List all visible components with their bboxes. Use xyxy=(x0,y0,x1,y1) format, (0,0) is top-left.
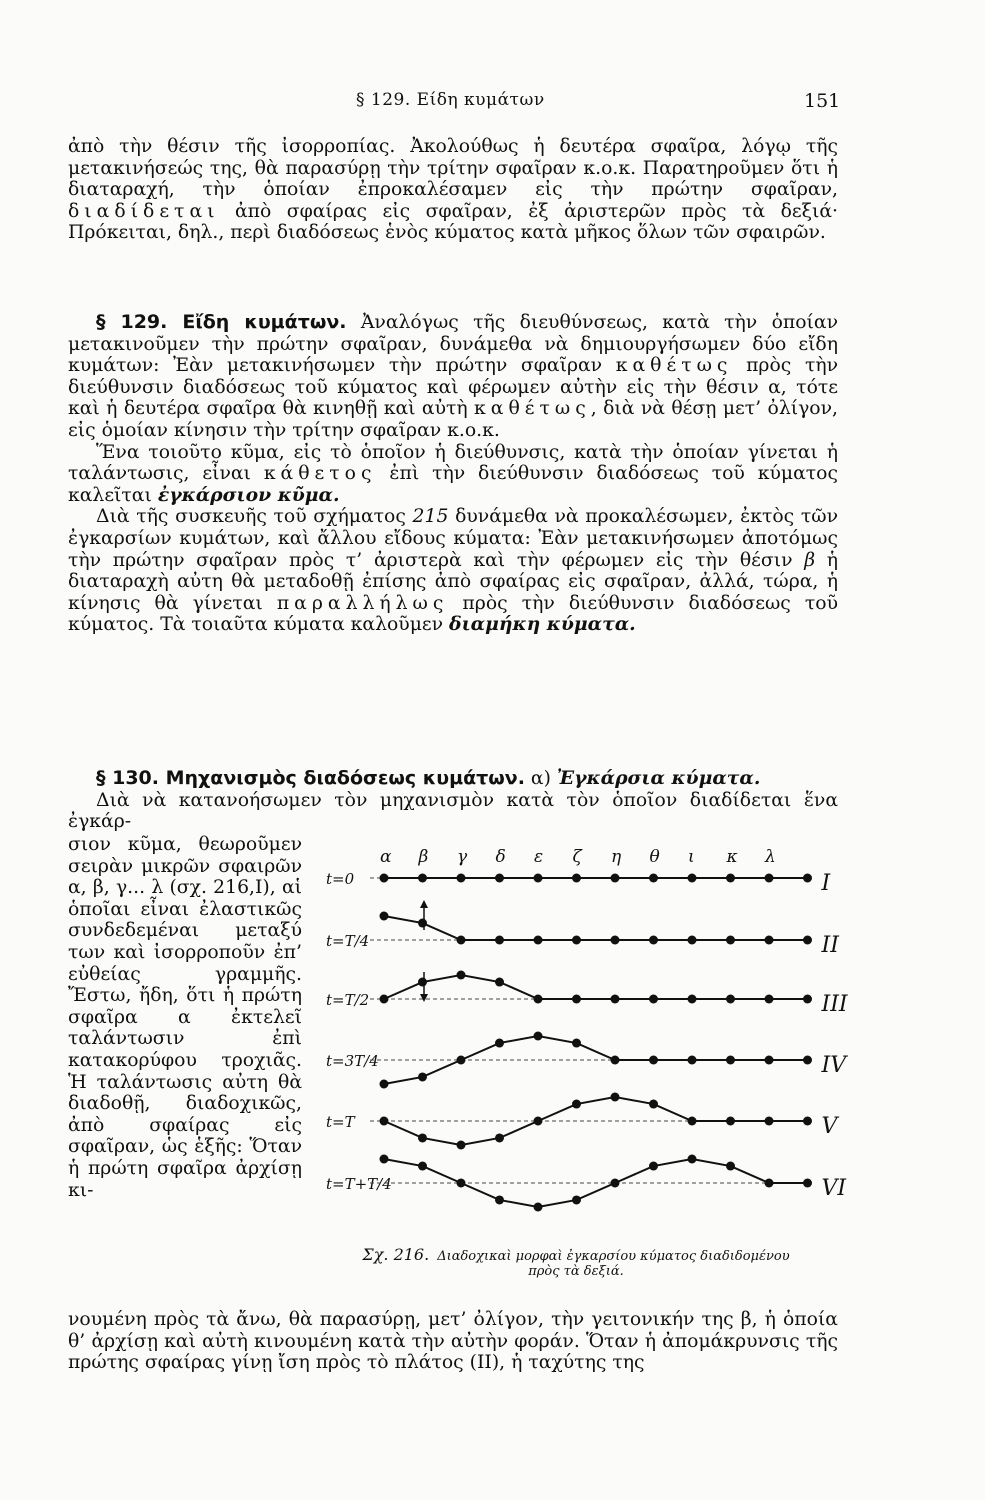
ball-2-6 xyxy=(572,936,581,945)
ball-6-11 xyxy=(765,1179,774,1188)
s129-p2-b: ἐπὶ τὴν διεύθυνσιν διαδόσεως τοῦ κύματος καλεῖται xyxy=(68,463,838,506)
figure-216 xyxy=(318,842,848,1242)
s129-text-1: Ἀναλόγως τῆς διευθύνσεως, κατὰ τὴν ὁποίαν μετακινοῦμεν τὴν πρώτην σφαῖραν, δυνάμεθα νὰ δημιουργήσωμεν δύο εἴδη κυμάτων: Ἐὰν μετακινήσωμεν τὴν πρώτην σφαῖραν xyxy=(68,312,838,377)
ball-3-2 xyxy=(418,978,427,987)
s129-p3-spaced: παραλλήλως xyxy=(276,592,449,614)
ball-3-11 xyxy=(765,995,774,1004)
time-label-1: t=0 xyxy=(326,870,355,888)
row-numeral-6: VI xyxy=(821,1176,847,1201)
ball-5-3 xyxy=(457,1141,466,1150)
ball-6-1 xyxy=(380,1155,389,1164)
ball-3-8 xyxy=(649,995,658,1004)
ball-2-3 xyxy=(457,936,466,945)
ball-2-7 xyxy=(611,936,620,945)
ball-1-12 xyxy=(803,874,812,883)
ball-5-4 xyxy=(495,1133,504,1142)
ball-6-9 xyxy=(688,1155,697,1164)
ball-3-12 xyxy=(803,995,812,1004)
intro-text-end: ἀπὸ σφαίρας εἰς σφαῖραν, ἐξ ἀριστερῶν πρὸς τὰ δεξιά· Πρόκειται, δηλ., περὶ διαδόσεως ἑνὸς κύματος κατὰ μῆκος ὅλων τῶν σφαιρῶν. xyxy=(68,200,838,244)
ball-4-4 xyxy=(495,1039,504,1048)
ball-letter-6: ζ xyxy=(572,847,582,867)
row-numeral-3: III xyxy=(821,992,848,1017)
ball-letter-1: α xyxy=(380,847,392,867)
ball-letter-5: ε xyxy=(534,847,544,867)
running-title: § 129. Είδη κυμάτων xyxy=(356,90,545,110)
s130-narrow-text: σιον κῦμα, θεωροῦμεν σειρὰν μικρῶν σφαιρῶν α, β, γ... λ (σχ. 216,I), αἱ ὁποῖαι εἶναι ἐλαστικῶς συνδεδεμέναι μεταξύ των καὶ ἰσορροποῦν ἐπ’ εὐθείας γραμμῆς. Ἔστω, ἤδη, ὅτι ἡ πρώτη σφαῖρα α ἐκτελεῖ ταλάντωσιν ἐπὶ κατακορύφου τροχιᾶς. Ἡ ταλάντωσις αὐτη θὰ διαδοθῇ, διαδοχικῶς, ἀπὸ σφαίρας εἰς σφαῖραν, ὡς ἑξῆς: Ὅταν ἡ πρώτη σφαῖρα ἀρχίσῃ κι- xyxy=(68,834,302,1201)
row-numeral-5: V xyxy=(821,1114,838,1139)
ball-1-9 xyxy=(688,874,697,883)
ball-3-10 xyxy=(726,995,735,1004)
ball-2-1 xyxy=(380,912,389,921)
section-130-heading: § 130. Μηχανισμὸς διαδόσεως κυμάτων. xyxy=(96,767,525,789)
term-transverse-wave: ἐγκάρσιον κῦμα. xyxy=(157,483,340,506)
ball-1-8 xyxy=(649,874,658,883)
ball-1-7 xyxy=(611,874,620,883)
ball-letter-9: ι xyxy=(688,847,695,867)
ball-2-11 xyxy=(765,936,774,945)
wave-string-2 xyxy=(384,916,808,940)
ball-1-3 xyxy=(457,874,466,883)
ball-1-2 xyxy=(418,874,427,883)
wave-string-3 xyxy=(384,975,808,999)
ball-2-9 xyxy=(688,936,697,945)
s130-text-1: Διὰ νὰ κατανοήσωμεν τὸν μηχανισμὸν κατὰ τὸν ὁποῖον διαδίδεται ἕνα ἐγκάρ- xyxy=(68,789,838,833)
ball-3-9 xyxy=(688,995,697,1004)
ball-4-11 xyxy=(765,1056,774,1065)
ball-letter-3: γ xyxy=(457,847,468,867)
s129-text-3: , διὰ νὰ θέσῃ μετ’ ὀλίγον, εἰς ὁμοίαν κίνησιν τὴν τρίτην σφαῖραν κ.ο.κ. xyxy=(68,398,838,441)
ball-6-3 xyxy=(457,1179,466,1188)
ball-6-8 xyxy=(649,1162,658,1171)
ball-5-2 xyxy=(418,1133,427,1142)
row-numeral-2: II xyxy=(821,933,839,958)
intro-text: ἀπὸ τὴν θέσιν τῆς ἰσορροπίας. Ἀκολούθως ἡ δευτέρα σφαῖρα, λόγῳ τῆς μετακινήσεώς της, θὰ παρασύρῃ τὴν τρίτην σφαῖραν κ.ο.κ. Παρατηροῦμεν ὅτι ἡ διαταραχή, τὴν ὁποίαν ἐπροκαλέσαμεν εἰς τὴν πρώτην σφαῖραν, xyxy=(68,136,838,201)
ball-letter-10: κ xyxy=(726,847,738,867)
ball-2-5 xyxy=(534,936,543,945)
arrow-up-head xyxy=(420,900,428,908)
ball-4-9 xyxy=(688,1056,697,1065)
ball-6-7 xyxy=(611,1179,620,1188)
section-130-narrow-column xyxy=(68,834,302,1201)
time-label-2: t=T/4 xyxy=(326,932,370,950)
ball-6-4 xyxy=(495,1195,504,1204)
ball-4-10 xyxy=(726,1056,735,1065)
caption-text: Διαδοχικαὶ μορφαὶ ἐγκαρσίου κύματος διαδιδομένου πρὸς τὰ δεξιά. xyxy=(437,1249,790,1279)
caption-label: Σχ. 216. xyxy=(362,1245,430,1264)
ball-1-11 xyxy=(765,874,774,883)
paragraph-intro xyxy=(68,136,838,244)
time-label-5: t=T xyxy=(326,1113,355,1131)
ball-1-5 xyxy=(534,874,543,883)
figure-ref-215: 215 xyxy=(412,506,449,528)
ball-3-1 xyxy=(380,995,389,1004)
s129-p3-c: ἡ διαταραχὴ αὐτη θὰ μεταδοθῇ ἐπίσης ἀπὸ σφαίρας εἰς σφαῖραν, ἀλλά, τώρα, ἡ κίνησις θὰ γίνεται xyxy=(68,549,838,614)
ball-4-6 xyxy=(572,1039,581,1048)
section-130 xyxy=(68,768,838,833)
arrow-down-head xyxy=(420,994,428,1002)
ball-6-6 xyxy=(572,1195,581,1204)
s130-sub: α) xyxy=(524,768,557,789)
ball-2-2 xyxy=(418,919,427,928)
ball-1-1 xyxy=(380,874,389,883)
ball-4-5 xyxy=(534,1032,543,1041)
ball-5-11 xyxy=(765,1117,774,1126)
ball-3-4 xyxy=(495,978,504,987)
ball-1-4 xyxy=(495,874,504,883)
ball-3-7 xyxy=(611,995,620,1004)
ball-1-6 xyxy=(572,874,581,883)
ball-letter-4: δ xyxy=(495,847,506,867)
ball-letter-7: η xyxy=(611,847,622,867)
figure-caption xyxy=(356,1247,796,1279)
ball-6-12 xyxy=(803,1179,812,1188)
ball-6-5 xyxy=(534,1203,543,1212)
ball-4-7 xyxy=(611,1056,620,1065)
ball-3-5 xyxy=(534,995,543,1004)
ball-2-4 xyxy=(495,936,504,945)
ball-5-1 xyxy=(380,1117,389,1126)
ball-2-8 xyxy=(649,936,658,945)
ball-5-8 xyxy=(649,1100,658,1109)
term-longitudinal-wave: διαμήκη κύματα. xyxy=(449,613,636,636)
ball-4-3 xyxy=(457,1056,466,1065)
row-numeral-1: I xyxy=(821,871,831,896)
s130-text-2: νουμένη πρὸς τὰ ἄνω, θὰ παρασύρῃ, μετ’ ὀλίγον, τὴν γειτονικήν της β, ἡ ὁποία θ’ ἀρχίσῃ καὶ αὐτὴ κινουμένη κατὰ τὴν αὐτὴν φοράν. Ὅταν ἡ ἀπομάκρυνσις τῆς πρώτης σφαίρας γίνῃ ἴση πρὸς τὸ πλάτος (II), ἡ ταχύτης της xyxy=(68,1309,838,1374)
s129-p2-spaced: κάθετος xyxy=(263,463,377,485)
ball-1-10 xyxy=(726,874,735,883)
ball-4-1 xyxy=(380,1080,389,1089)
time-label-6: t=T+T/4 xyxy=(326,1175,392,1193)
s129-p3-a: Διὰ τῆς συσκευῆς τοῦ σχήματος xyxy=(96,506,413,528)
s129-spaced-1: καθέτως xyxy=(615,355,733,377)
s129-spaced-2: καθέτως xyxy=(474,398,591,420)
ball-6-2 xyxy=(418,1162,427,1171)
time-label-4: t=3T/4 xyxy=(326,1052,379,1070)
ball-5-10 xyxy=(726,1117,735,1126)
ball-4-12 xyxy=(803,1056,812,1065)
ball-3-3 xyxy=(457,971,466,980)
ball-6-10 xyxy=(726,1162,735,1171)
ball-5-12 xyxy=(803,1117,812,1126)
ball-5-5 xyxy=(534,1117,543,1126)
ball-4-8 xyxy=(649,1056,658,1065)
ball-5-9 xyxy=(688,1117,697,1126)
ball-2-10 xyxy=(726,936,735,945)
ball-letter-2: β xyxy=(418,847,429,867)
ball-letter-11: λ xyxy=(765,847,776,867)
s130-subterm: Ἐγκάρσια κύματα. xyxy=(556,767,761,789)
ball-letter-8: θ xyxy=(649,847,660,867)
s129-text-2: πρὸς τὴν διεύθυνσιν διαδόσεως τοῦ κύματος καὶ φέρωμεν αὐτὴν εἰς τὴν θέσιν α, τότε καὶ ἡ δευτέρα σφαῖρα θὰ κινηθῇ καὶ αὐτὴ xyxy=(68,355,838,420)
row-numeral-4: IV xyxy=(821,1053,847,1078)
ball-5-6 xyxy=(572,1100,581,1109)
page-number: 151 xyxy=(804,90,841,112)
time-label-3: t=T/2 xyxy=(326,991,370,1009)
section-130-continued xyxy=(68,1309,838,1374)
intro-spaced-word: διαδίδεται xyxy=(68,200,220,222)
s129-p3-d: πρὸς τὴν διεύθυνσιν διαδόσεως τοῦ κύματος. Τὰ τοιαῦτα κύματα καλοῦμεν xyxy=(68,592,838,636)
section-129-heading: § 129. Εἴδη κυμάτων. xyxy=(96,311,347,333)
s129-p3-b: δυνάμεθα νὰ προκαλέσωμεν, ἐκτὸς τῶν ἐγκαρσίων κυμάτων, καὶ ἄλλου εἴδους κύματα: Ἐὰν μετακινήσωμεν ἀποτόμως τὴν πρώτην σφαῖραν πρὸς τ’ ἀριστερὰ καὶ τὴν φέρωμεν εἰς τὴν θέσιν xyxy=(68,506,838,571)
section-129 xyxy=(68,312,838,636)
ball-5-7 xyxy=(611,1093,620,1102)
s129-p2-a: Ἕνα τοιοῦτο κῦμα, εἰς τὸ ὁποῖον ἡ διεύθυνσις, κατὰ τὴν ὁποίαν γίνεται ἡ ταλάντωσις, εἶναι xyxy=(68,441,838,485)
ball-4-2 xyxy=(418,1072,427,1081)
position-beta: β xyxy=(804,549,816,571)
ball-2-12 xyxy=(803,936,812,945)
ball-3-6 xyxy=(572,995,581,1004)
